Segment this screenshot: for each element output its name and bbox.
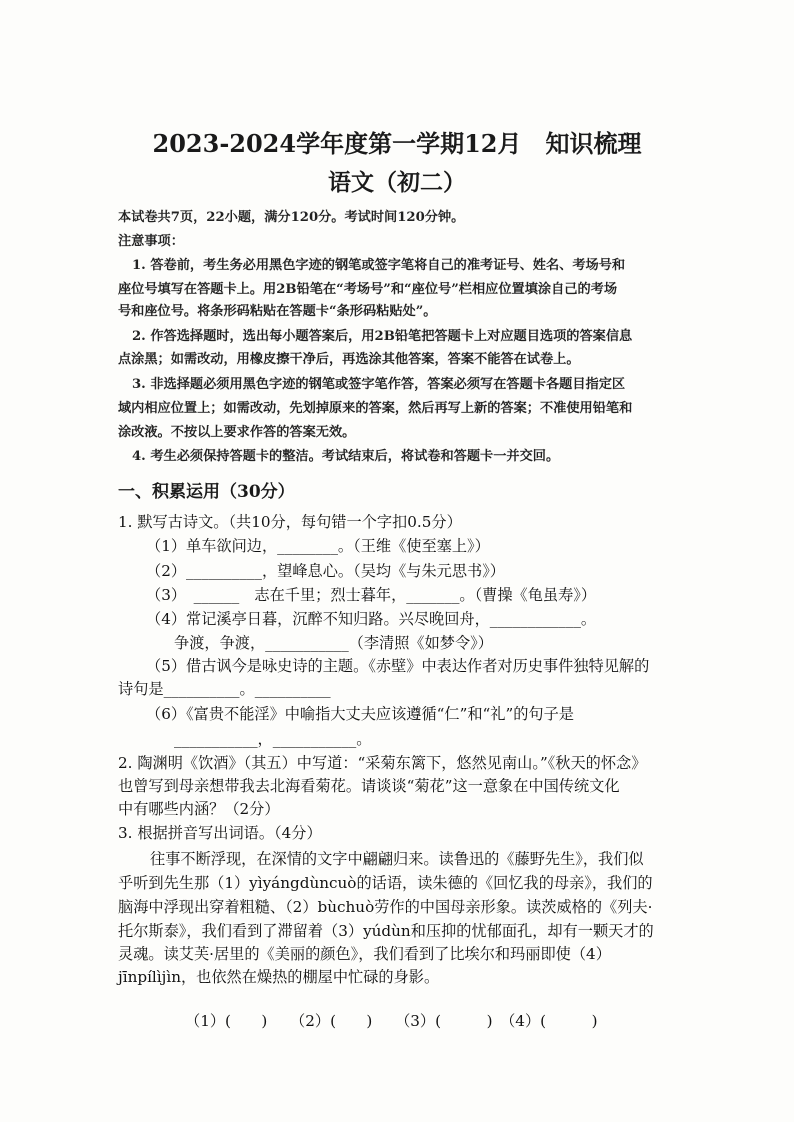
question-item: （5）借古讽今是咏史诗的主题。《赤壁》中表达作者对历史事件独特见解的: [146, 657, 650, 675]
passage-line: 脑海中浮现出穿着粗糙、（2）bùchuò劳作的中国母亲形象。读茨威格的《列夫·: [118, 898, 653, 916]
notice-line: 号和座位号。将条形码粘贴在答题卡“条形码粘贴处”。: [118, 304, 437, 319]
section-heading: 一、积累运用（30分）: [118, 482, 295, 502]
notice-line: 点涂黑；如需改动，用橡皮擦干净后，再选涂其他答案，答案不能答在试卷上。: [118, 352, 580, 367]
question-2-line: 也曾写到母亲想带我去北海看菊花。请谈谈“菊花”这一意象在中国传统文化: [118, 777, 620, 795]
notice-heading: 注意事项：: [118, 234, 184, 249]
question-1-title: 1. 默写古诗文。（共10分，每句错一个字扣0.5分）: [118, 513, 462, 531]
question-item-continued: 诗句是__________。__________: [118, 680, 331, 698]
notice-line: 1. 答卷前，考生务必用黑色字迹的钢笔或签字笔将自己的准考证号、姓名、考场号和: [132, 258, 626, 273]
notice-line: 4. 考生必须保持答题卡的整洁。考试结束后，将试卷和答题卡一并交回。: [132, 449, 560, 464]
question-item: （6）《富贵不能淫》中喻指大丈夫应该遵循“仁”和“礼”的句子是: [146, 705, 574, 723]
passage-line: 灵魂。读艾芙·居里的《美丽的颜色》，我们看到了比埃尔和玛丽即使（4）: [118, 945, 611, 963]
notice-line: 域内相应位置上；如需改动，先划掉原来的答案，然后再写上新的答案；不准使用铅笔和: [118, 401, 633, 416]
question-item: （3） ______ 志在千里；烈士暮年，_______。（曹操《龟虽寿》）: [146, 586, 597, 604]
passage-line: 往事不断浮现，在深情的文字中翩翩归来。读鲁迅的《藤野先生》，我们似: [150, 850, 644, 868]
question-item: （1）单车欲问边，________。（王维《使至塞上》）: [146, 537, 490, 555]
notice-line: 座位号填写在答题卡上。用2B铅笔在“考场号”和“座位号”栏相应位置填涂自己的考场: [118, 282, 618, 297]
question-item-continued: 争渡，争渡，___________（李清照《如梦令》）: [174, 634, 493, 652]
passage-line: 乎听到先生那（1）yìyángdùncuò的话语，读朱德的《回忆我的母亲》，我们的: [118, 874, 653, 892]
document-title: 2023-2024学年度第一学期12月 知识梳理: [152, 129, 642, 158]
document-subtitle: 语文（初二）: [328, 169, 466, 196]
answer-blanks: （1）( ) （2）( ) （3）( ) （4）( ): [185, 1012, 598, 1030]
notice-line: 3. 非选择题必须用黑色字迹的钢笔或签字笔作答，答案必须写在答题卡各题目指定区: [132, 377, 626, 392]
notice-line: 涂改液。不按以上要求作答的答案无效。: [118, 425, 356, 440]
intro-line: 本试卷共7页，22小题，满分120分。考试时间120分钟。: [118, 210, 465, 225]
question-item: （4）常记溪亭日暮，沉醉不知归路。兴尽晚回舟，____________。: [146, 610, 597, 628]
question-2-line: 2. 陶渊明《饮酒》（其五）中写道：“采菊东篱下，悠然见南山。”《秋天的怀念》: [118, 754, 647, 772]
question-3-title: 3. 根据拼音写出词语。（4分）: [118, 824, 322, 842]
notice-line: 2. 作答选择题时，选出每小题答案后，用2B铅笔把答题卡上对应题目选项的答案信息: [132, 329, 633, 344]
question-2-line: 中有哪些内涵？（2分）: [118, 800, 280, 818]
question-item: （2）__________，望峰息心。（吴均《与朱元思书》）: [146, 562, 505, 580]
passage-line: jīnpílìjìn，也依然在燥热的棚屋中忙碌的身影。: [118, 968, 440, 986]
passage-line: 托尔斯泰》，我们看到了滞留着（3）yúdùn和压抑的忧郁面孔，却有一颗天才的: [118, 922, 654, 940]
question-item-continued: ___________，___________。: [174, 730, 372, 748]
